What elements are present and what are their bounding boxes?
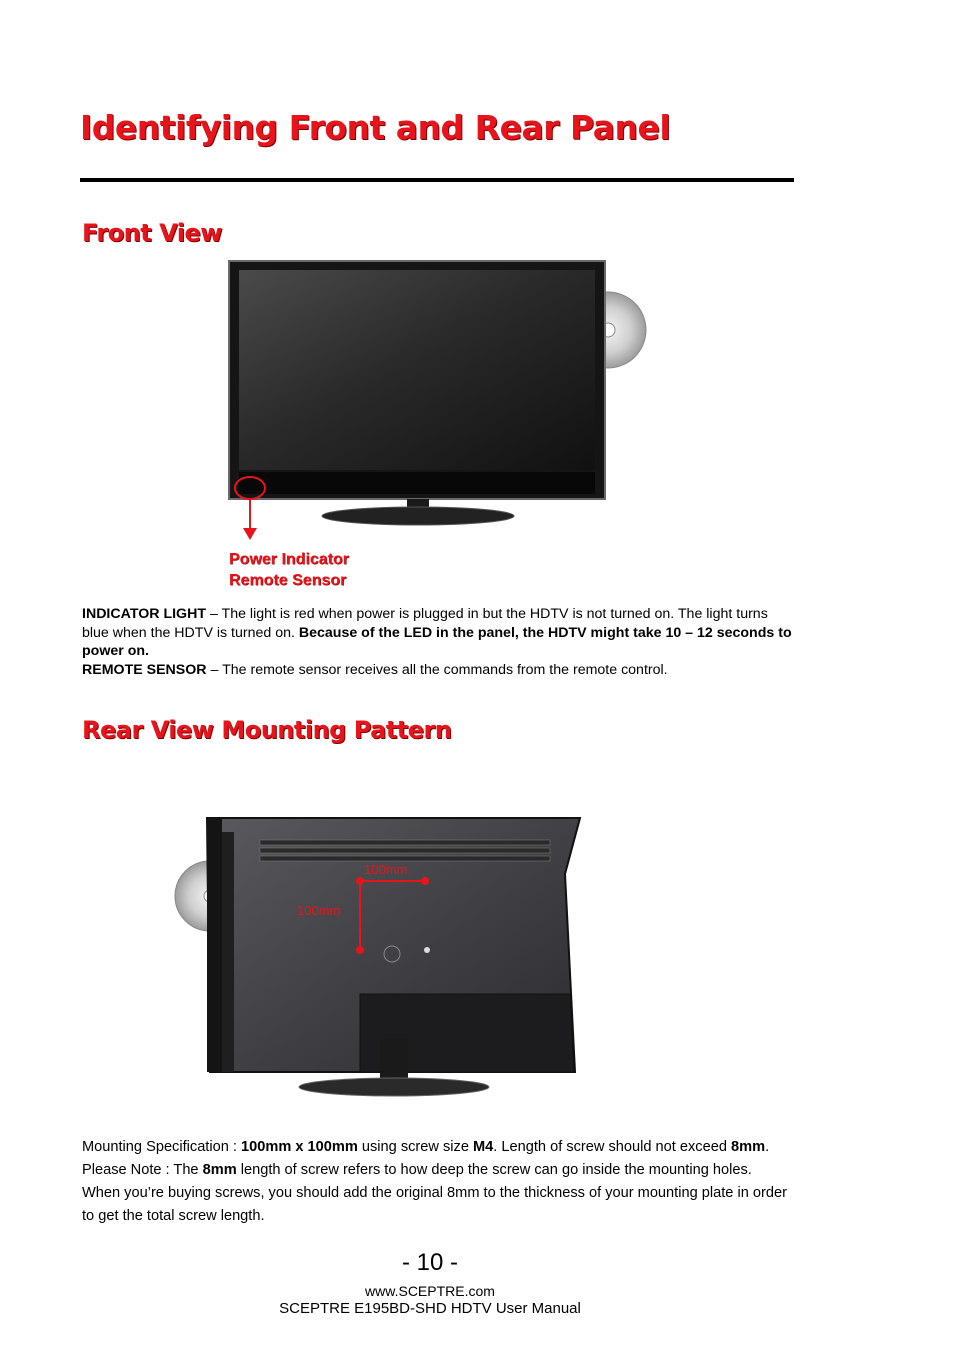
footer-url: www.SCEPTRE.com xyxy=(365,1283,495,1299)
indicator-light-text: – The light is red when power is plugged in but the HDTV is not turned on. The light turns blue when the HDTV is turned on. xyxy=(82,606,768,641)
vent-slots xyxy=(260,840,550,861)
mount-dimension-horizontal: 100mm xyxy=(364,862,408,877)
footer-manual-title: SCEPTRE E195BD-SHD HDTV User Manual xyxy=(279,1300,581,1317)
remote-sensor-label: Remote Sensor xyxy=(229,572,347,589)
indicator-light-label: INDICATOR LIGHT xyxy=(82,606,207,622)
mounting-specification xyxy=(82,1136,792,1228)
front-tv-image xyxy=(225,258,650,598)
remote-sensor-text: – The remote sensor receives all the commands from the remote control. xyxy=(206,661,668,678)
front-description xyxy=(82,605,792,679)
page-title: Identifying Front and Rear Panel xyxy=(80,108,671,147)
mounting-text: . Length of screw should not exceed xyxy=(493,1139,732,1155)
title-divider xyxy=(80,178,794,182)
screw-length-value: 8mm xyxy=(202,1162,237,1178)
front-view-heading: Front View xyxy=(82,219,222,247)
mounting-text: Mounting Specification : xyxy=(82,1139,241,1155)
power-indicator-label: Power Indicator xyxy=(229,551,350,568)
mounting-text: using screw size xyxy=(357,1139,474,1155)
mounting-text: . Please Note : The xyxy=(82,1139,770,1178)
mounting-pattern-value: 100mm x 100mm xyxy=(241,1139,358,1155)
screw-length-value: 8mm xyxy=(731,1139,766,1155)
rear-tv-image xyxy=(170,814,590,1104)
page-number: - 10 - xyxy=(401,1249,458,1276)
indicator-light-note: Because of the LED in the panel, the HDTV might take 10 – 12 seconds to power on. xyxy=(82,624,792,659)
mount-dimension-vertical: 100mm xyxy=(297,903,341,918)
rear-view-heading: Rear View Mounting Pattern xyxy=(82,716,452,744)
remote-sensor-term: REMOTE SENSOR xyxy=(82,661,207,678)
mounting-text: length of screw refers to how deep the screw can go inside the mounting holes. When you’re buying screws, you should add the original 8mm to the thickness of your mounting plate in order to get the total screw length. xyxy=(82,1162,787,1224)
screw-size-value: M4 xyxy=(473,1139,494,1155)
